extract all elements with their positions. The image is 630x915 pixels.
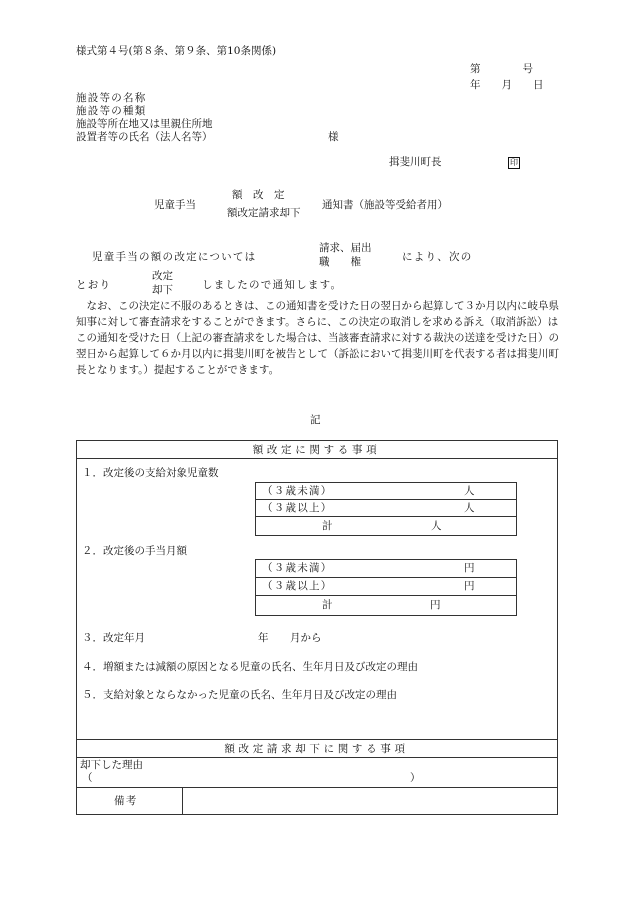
facility-address-label: 施設等所在地又は里親住所地 [76, 118, 213, 130]
amount-under3-label: （３歳未満） [262, 562, 333, 574]
body-option-ex-officio: 職 権 [319, 256, 361, 268]
count-under3-label: （３歳未満） [262, 485, 333, 497]
paren-open: （ [82, 772, 93, 784]
issue-date-label: 年 月 日 [470, 79, 544, 91]
appeal-notice: なお、この決定に不服のあるときは、この通知書を受けた日の翌日から起算して３か月以内に岐阜県知事に対して審査請求をすることができます。さらに、この決定の取消しを求める訴え（取消訴訟）はこの通知を受けた日（上記の審査請求をした場合は、当該審査請求に対する裁決の送達を受けた日）の翌日から起算して６か月以内に揖斐川町を被告として（訴訟において揖斐川町を代表する者は揖斐川町長となります。）提起することができます。 [76, 300, 559, 376]
amount-under3-unit: 円 [464, 562, 475, 574]
section1-header: 額改定に関する事項 [252, 444, 381, 456]
divider [182, 787, 183, 814]
divider [255, 499, 516, 500]
amount-over3-label: （３歳以上） [262, 580, 333, 592]
item1-label: １．改定後の支給対象児童数 [82, 467, 219, 479]
remarks-label: 備考 [114, 795, 138, 807]
body-option-revised: 改定 [152, 270, 173, 282]
title-suffix: 通知書（施設等受給者用） [322, 199, 448, 211]
reject-reason-label: 却下した理由 [80, 759, 143, 771]
item3-label: ３．改定年月 [82, 632, 145, 644]
count-total-unit: 人 [431, 520, 442, 532]
document-number-label: 第 号 [470, 63, 533, 75]
divider [76, 739, 557, 740]
item3-month: 月から [290, 632, 322, 644]
divider [255, 516, 516, 517]
title-option-reject: 額改定請求却下 [227, 207, 301, 219]
amount-total-label: 計 [322, 599, 333, 611]
divider [255, 577, 516, 578]
form-number: 様式第４号(第８条、第９条、第10条関係) [76, 45, 277, 57]
title-prefix: 児童手当 [154, 199, 196, 211]
count-over3-unit: 人 [464, 502, 475, 514]
item2-label: ２．改定後の手当月額 [82, 545, 187, 557]
ki-heading: 記 [310, 414, 321, 426]
mayor-title: 揖斐川町長 [389, 156, 442, 168]
divider [255, 595, 516, 596]
amount-over3-unit: 円 [464, 580, 475, 592]
item4-label: ４．増額または減額の原因となる児童の氏名、生年月日及び改定の理由 [82, 661, 418, 673]
facility-type-label: 施設等の種類 [76, 105, 147, 117]
divider [76, 458, 557, 459]
facility-name-label: 施設等の名称 [76, 92, 147, 104]
divider [76, 757, 557, 758]
count-over3-label: （３歳以上） [262, 502, 333, 514]
item3-year: 年 [258, 632, 269, 644]
body-line1-end: により、次の [402, 251, 473, 263]
paren-close: ） [410, 772, 421, 784]
amount-total-unit: 円 [430, 599, 441, 611]
body-option-rejected: 却下 [152, 284, 173, 296]
operator-name-label: 設置者等の氏名（法人名等） [76, 131, 213, 143]
title-option-revision: 額 改 定 [232, 189, 285, 201]
item5-label: ５．支給対象とならなかった児童の氏名、生年月日及び改定の理由 [82, 689, 397, 701]
count-under3-unit: 人 [464, 485, 475, 497]
count-total-label: 計 [322, 520, 333, 532]
body-line1-start: 児童手当の額の改定については [92, 251, 257, 263]
divider [76, 787, 557, 788]
body-option-request: 請求、届出 [319, 242, 372, 254]
seal-stamp-mark: 印 [510, 158, 518, 167]
body-line2-start: とおり [76, 279, 112, 291]
section2-header: 額改定請求却下に関する事項 [224, 743, 409, 755]
honorific-sama: 様 [328, 131, 339, 143]
body-line2-end: しましたので通知します。 [202, 279, 343, 291]
